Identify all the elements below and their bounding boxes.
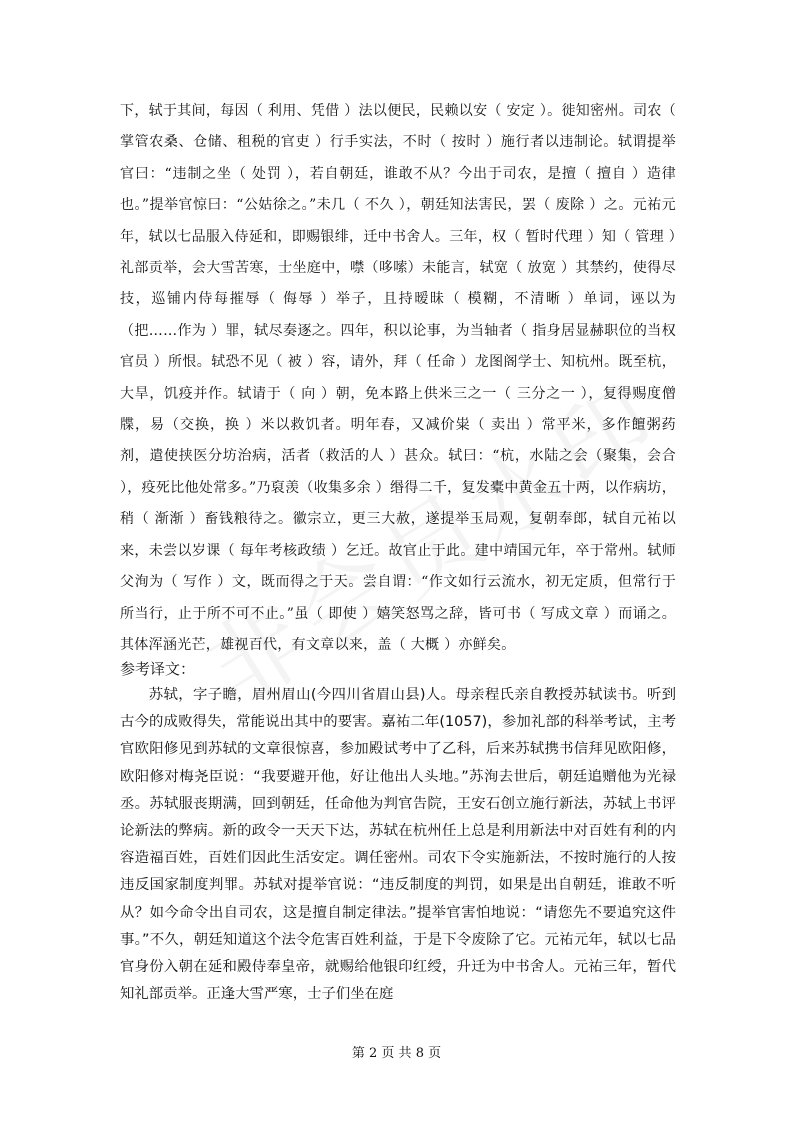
- page-footer: 第 2 页 共 8 页: [351, 1046, 442, 1061]
- reference-translation-label: 参考译文：: [120, 660, 196, 678]
- translation-paragraph: 苏轼，字子瞻，眉州眉山(今四川省眉山县)人。母亲程氏亲自教授苏轼读书。听到古今的成败得失，常能说出其中的要害。嘉祐二年(1057)，参加礼部的科举考试，主考官欧阳修见到苏轼的文章很惊喜，参加殿试考中了乙科，后来苏轼携书信拜见欧阳修，欧阳修对梅尧臣说：“我要避开他，好让他出人头地。”苏洵去世后，朝廷追赠他为光禄丞。苏轼服丧期满，回到朝廷，任命他为判官告院，王安石创立施行新法，苏轼上书评论新法的弊病。新的政令一天天下达，苏轼在杭州任上总是利用新法中对百姓有利的内容造福百姓，百姓们因此生活安定。调任密州。司农下令实施新法，不按时施行的人按违反国家制度判罪。苏轼对提举官说：“违反制度的判罚，如果是出自朝廷，谁敢不听从？如今命令出自司农，这是擅自制定律法。”提举官害怕地说：“请您先不要追究这件事。”不久，朝廷知道这个法令危害百姓利益，于是下令废除了它。元祐元年，轼以七品官身份入朝在延和殿侍奉皇帝，就赐给他银印红绶，升迁为中书舍人。元祐三年，暂代知礼部贡举。正逢大雪严寒，士子们坐在庭: [120, 687, 676, 1003]
- classical-chinese-passage: 下，轼于其间，每因（ 利用、凭借 ）法以便民，民赖以安（ 安定 ）。徙知密州。司农（ 掌管农桑、仓储、租税的官吏 ）行手实法，不时（ 按时 ）施行者以违制论。轼谓提举官曰：“违制之坐（ 处罚 ），若自朝廷，谁敢不从？今出于司农，是擅（ 擅自 ）造律也。”提举官惊曰：“公姑徐之。”未几（ 不久 ），朝廷知法害民，罢（ 废除 ）之。元祐元年，轼以七品服入侍延和，即赐银绯，迁中书舍人。三年，权（ 暂时代理 ）知（ 管理 ）礼部贡举，会大雪苦寒，士坐庭中，噤（哆嗦）未能言，轼宽（ 放宽 ）其禁约，使得尽技，巡铺内侍每摧辱（ 侮辱 ）举子，且持暧昧（ 模糊，不清晰 ）单词，诬以为（把……作为 ）罪，轼尽奏逐之。四年，积以论事，为当轴者（ 指身居显赫职位的当权官员 ）所恨。轼恐不见（ 被 ）容，请外，拜（ 任命 ）龙图阁学士、知杭州。既至杭，大旱，饥疫并作。轼请于（ 向 ）朝，免本路上供米三之一（ 三分之一 ），复得赐度僧牒，易（交换，换 ）米以救饥者。明年春，又减价粜（ 卖出 ）常平米，多作饘粥药剂，遣使挟医分坊治病，活者（救活的人 ）甚众。轼曰：“杭，水陆之会（聚集，会合 ），疫死比他处常多。”乃裒羡（收集多余 ）缗得二千，复发橐中黄金五十两，以作病坊，稍（ 渐渐 ）畜钱粮待之。徽宗立，更三大赦，遂提举玉局观，复朝奉郎，轼自元祐以来，未尝以岁课（ 每年考核政绩 ）乞迁。故官止于此。建中靖国元年，卒于常州。轼师父洵为（ 写作 ）文，既而得之于天。尝自谓：“作文如行云流水，初无定质，但常行于所当行，止于所不可不止。”虽（ 即使 ）嬉笑怒骂之辞，皆可书（ 写成文章 ）而诵之。其体浑涵光芒，雄视百代，有文章以来，盖（ 大概 ）亦鲜矣。: [120, 103, 676, 653]
